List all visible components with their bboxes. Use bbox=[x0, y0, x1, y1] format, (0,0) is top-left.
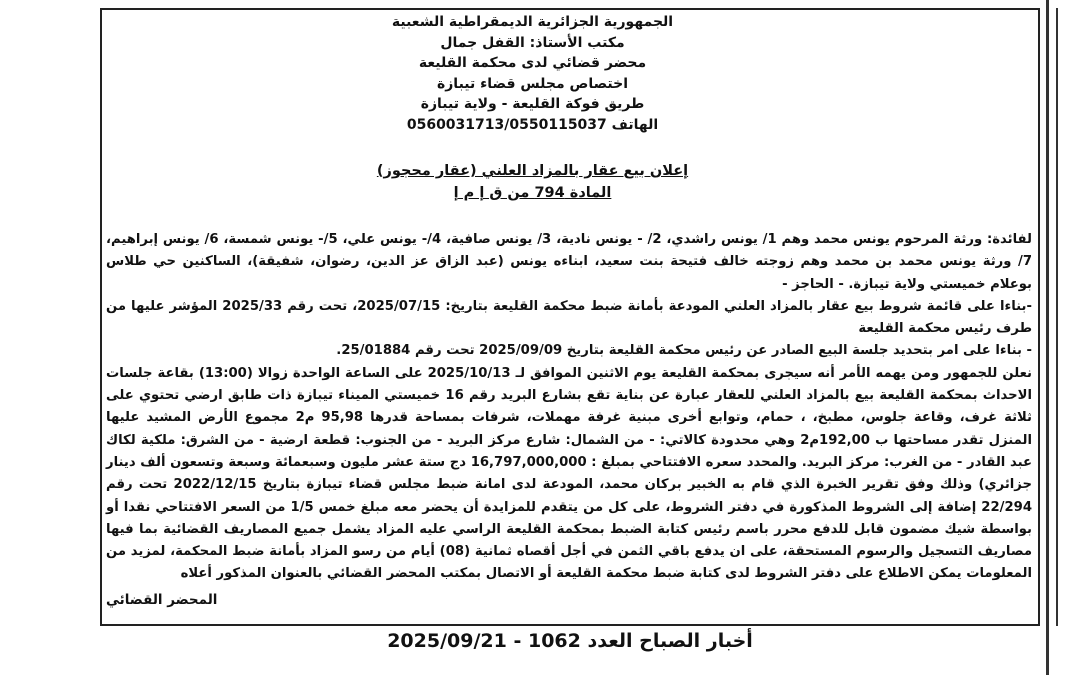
paragraph-beneficiaries: لفائدة: ورثة المرحوم يونس محمد وهم 1/ يونس راشدي، 2/ - يونس نادية، 3/ يونس صافية، 4/- يونس علي، 5/- يونس شمسة، 6/ يونس إبراهيم، 7/ ورثة يونس محمد بن محمد وهم زوجته خالف فتيحة بنت سعيد، ابناءه يونس (عبد الزاق عز الدين، رضوان، شفيقة)، الساكنين حي طلاس بوعلام خميستي ولاية تيبازة. - الحاجز - bbox=[106, 232, 1033, 292]
header-line: اختصاص مجلس قضاء تيبازة bbox=[436, 75, 629, 92]
newspaper-footer: أخبار الصباح العدد 1062 - 2025/09/21 bbox=[387, 630, 753, 652]
notice-article: المادة 794 من ق إ م إ bbox=[453, 185, 612, 201]
header-phone: الهاتف 0560031713/0550115037 bbox=[406, 116, 659, 133]
header-line: الجمهورية الجزائرية الديمقراطية الشعبية bbox=[391, 14, 674, 30]
paragraph-conditions: -بناءا على قائمة شروط بيع عقار بالمزاد العلني المودعة بأمانة ضبط محكمة القليعة بتاريخ: 2025/07/15، تحت رقم 2025/33 المؤشر عليها من طرف رئيس محكمة القليعة bbox=[106, 298, 1032, 337]
paragraph-order: - بناءا على امر بتحديد جلسة البيع الصادر عن رئيس محكمة القليعة بتاريخ 2025/09/09 تحت رقم 25/01884. bbox=[336, 343, 1032, 359]
paragraph-announcement: نعلن للجمهور ومن يهمه الأمر أنه سيجرى بمحكمة القليعة يوم الاثنين الموافق لـ 2025/10/13 على الساعة الواحدة زوالا (13:00) بقاعة جلسات الاحداث بمحكمة القليعة بيع بالمزاد العلني للعقار عبارة عن بناية تقع بشارع البريد رقم 16 خميستي الميناء تيبازة ذات طابق ارضي تحتوي على ثلاثة غرف، وقاعة جلوس، مطبخ، ، حمام، وتوابع أخرى مبنية غرفة مهملات، شرفات بمساحة قدرها 95,98 م2 مجموع الأرض المشيد عليها المنزل تقدر مساحتها ب 192,00م2 وهي محدودة كالاتي: - من الشمال: شارع مركز البريد - من الجنوب: قطعة ارضية - من الشرق: ملكية لكاك عبد القادر - من الغرب: مركز البريد. والمحدد سعره الافتتاحي بمبلغ : 16,797,000,000 دج ستة عشر مليون وسبعمائة وسبعة وتسعون ألف دينار جزائري) وذلك وفق تقرير الخبرة الذي قام به الخبير بركان محمد، المودعة لدى امانة ضبط مجلس قضاء تيبازة بتاريخ 2022/12/15 تحت رقم 22/294 إضافة إلى الشروط المذكورة في دفتر الشروط، على كل من يتقدم للمزايدة أن يحضر معه مبلغ خمس 1/5 من السعر الافتتاحي نقدا أو بواسطة شيك مضمون قابل للدفع محرر باسم رئيس كتابة الضبط بمحكمة القليعة الراسي عليه المزاد يشمل جميع المصاريف القضائية بما فيها مصاريف التسجيل والرسوم المستحقة، على ان يدفع باقي الثمن في أجل أقصاه ثمانية (08) أيام من رسو المزاد بأمانة ضبط المحكمة، لمزيد من المعلومات يمكن الاطلاع على دفتر الشروط لدى كتابة ضبط محكمة القليعة أو الاتصال بمكتب المحضر القضائي بالعنوان المذكور أعلاه bbox=[106, 365, 1032, 582]
header-line: طريق فوكة القليعة - ولاية تيبازة bbox=[420, 96, 645, 112]
notice-title: إعلان بيع عقار بالمزاد العلني (عقار محجوز) bbox=[376, 163, 689, 179]
signature: المحضر القضائي bbox=[106, 592, 218, 608]
header-line: مكتب الأستاذ: القفل جمال bbox=[440, 34, 625, 51]
bailiff-header bbox=[0, 12, 1065, 135]
notice-titles bbox=[0, 160, 1065, 204]
notice-body bbox=[106, 229, 1032, 586]
header-line: محضر قضائي لدى محكمة القليعة bbox=[418, 55, 647, 71]
